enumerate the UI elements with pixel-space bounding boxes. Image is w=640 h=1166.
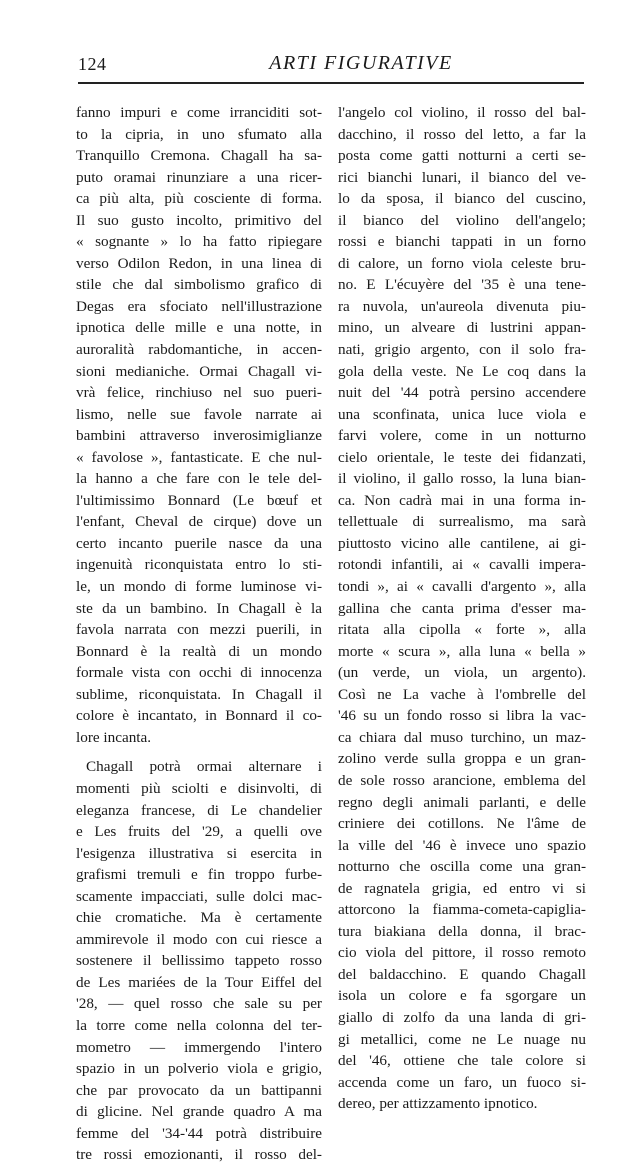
text-line: di glicine. Nel grande quadro A ma [76, 1103, 322, 1121]
text-line: puto oramai rinunziare a una ricer- [76, 168, 322, 186]
text-line: colore è incantato, in Bonnard il co- [76, 707, 322, 725]
text-line: tondi », ai « cavalli d'argento », alla [338, 578, 586, 596]
text-line: l'enfant, Cheval de cirque) dove un [76, 513, 322, 531]
text-line: ipnotica delle mille e una notte, in [76, 319, 322, 337]
text-line: dacchino, il rosso del letto, a far la [338, 125, 586, 143]
text-line: mino, un alveare di lustrini appan- [338, 319, 586, 337]
text-line: regno degli animali parlanti, e delle [338, 793, 586, 811]
text-line: momenti più sciolti e disinvolti, di [76, 779, 322, 797]
text-line: mometro — immergendo l'intero [76, 1038, 322, 1056]
text-line: favola narrata con mezzi puerili, in [76, 621, 322, 639]
text-line: bambini attraverso inverosimiglianze [76, 427, 322, 445]
text-line: sostenere il bellissimo tappeto rosso [76, 952, 322, 970]
text-line: cielo orientale, le teste dei fidanzati, [338, 448, 586, 466]
text-line: verso Odilon Redon, in una linea di [76, 254, 322, 272]
text-column-left [76, 102, 322, 1166]
text-line: lo da sposa, il bianco del cuscino, [338, 190, 586, 208]
text-line: gallina che canta prima d'esser ma- [338, 599, 586, 617]
text-line: zolino verde sulla groppa e un gran- [338, 750, 586, 768]
text-line: vrà felice, rinchiuso nel suo pueri- [76, 384, 322, 402]
text-line: ste da un bambino. In Chagall è la [76, 599, 322, 617]
text-column-right [338, 102, 586, 1115]
text-line: che par provocato da un battipanni [76, 1081, 322, 1099]
text-line: de Les mariées de la Tour Eiffel del [76, 973, 322, 991]
page-header [78, 52, 584, 86]
text-line: del baldacchino. E quando Chagall [338, 965, 586, 983]
text-line: ca chiara dal muso turchino, un maz- [338, 728, 586, 746]
text-line: grafismi tremuli e fin troppo furbe- [76, 866, 322, 884]
text-line: e Les fruits del '29, a quelli ove [76, 823, 322, 841]
text-line: piuttosto vicino alle cantilene, ai gi- [338, 534, 586, 552]
text-line: la hanno a che fare con le tele del- [76, 470, 322, 488]
text-line: l'esigenza illustrativa si esercita in [76, 844, 322, 862]
text-line: de sole rosso arancione, emblema del [338, 771, 586, 789]
text-line: ingenuità riconquistata entro lo sti- [76, 556, 322, 574]
text-line: '28, — quel rosso che sale su per [76, 995, 322, 1013]
text-line: fanno impuri e come irranciditi sot- [76, 104, 322, 121]
text-line: spazio in un polverio viola e grigio, [76, 1060, 322, 1078]
text-line: attorcono la fiamma-cometa-capiglia- [338, 901, 586, 919]
text-line: accenda come un faro, un fuoco si- [338, 1073, 586, 1091]
text-line: Tranquillo Cremona. Chagall ha sa- [76, 147, 322, 165]
text-line: ammirevole il modo con cui riesce a [76, 930, 322, 948]
text-line: dereo, per attizzamento ipnotico. [338, 1095, 538, 1113]
text-line: femme del '34-'44 potrà distribuire [76, 1124, 322, 1142]
text-line: Chagall potrà ormai alternare i [86, 758, 322, 776]
text-line: stile che dal simbolismo grafico di [76, 276, 322, 294]
text-line: lore incanta. [76, 728, 152, 746]
text-line: '46 su un fondo rosso si libra la vac- [338, 707, 586, 725]
text-line: lismo, nelle sue favole narrate ai [76, 405, 322, 423]
text-line: sublime, riconquistata. In Chagall il [76, 685, 322, 703]
text-line: l'angelo col violino, il rosso del bal- [338, 104, 586, 121]
text-line: il violino, il gallo rosso, la luna bian- [338, 470, 586, 488]
text-line: giallo di zolfo da una landa di gri- [338, 1008, 586, 1026]
text-line: tellettuale di surrealismo, ma sarà [338, 513, 586, 531]
page-number: 124 [78, 54, 107, 74]
text-line: il bianco del violino dell'angelo; [338, 211, 586, 229]
text-line: criniere dei cotillons. Ne l'âme de [338, 815, 586, 833]
text-line: nuit del '44 potrà persino accendere [338, 384, 586, 402]
text-line: ca. Non cadrà mai in una forma in- [338, 491, 586, 509]
text-line: di calore, un forno viola celeste bru- [338, 254, 586, 272]
text-line: posta come gatti notturni a certi se- [338, 147, 586, 165]
text-line: ra nuvola, un'aureola divenuta piu- [338, 297, 586, 315]
text-line: farvi volere, come in un notturno [338, 427, 586, 445]
text-line: una sconfinata, unica luce viola e [338, 405, 586, 423]
text-line: sioni medianiche. Ormai Chagall vi- [76, 362, 322, 380]
text-line: cio viola del pittore, il rosso remoto [338, 944, 586, 962]
text-line: eleganza francese, di Le chandelier [76, 801, 322, 819]
text-line: Degas era sfociato nell'illustrazione [76, 297, 322, 315]
text-line: rici bianchi lunari, il bianco del ve- [338, 168, 586, 186]
running-head-title: ARTI FIGURATIVE [269, 52, 453, 74]
paragraph-gap [76, 748, 322, 756]
text-line: de ragnatela grigia, ed entro vi si [338, 879, 586, 897]
text-line: rossi e bianchi tappati in un forno [338, 233, 586, 251]
text-line: chie cromatiche. Ma è certamente [76, 909, 322, 927]
text-line: ritata alla cipolla « forte », alla [338, 621, 586, 639]
text-line: to la cipria, in uno sfumato alla [76, 125, 322, 143]
text-line: la ville del '46 è invece uno spazio [338, 836, 586, 854]
text-line: no. E L'écuyère del '35 è una tene- [338, 276, 586, 294]
text-line: Il suo gusto incolto, primitivo del [76, 211, 322, 229]
text-line: scamente impacciati, sulle dolci mac- [76, 887, 322, 905]
text-line: isola un colore e fa sgorgare un [338, 987, 586, 1005]
text-line: tura biakiana della donna, il brac- [338, 922, 586, 940]
text-line: nati, grigio argento, con il solo fra- [338, 341, 586, 359]
text-line: tre rossi emozionanti, il rosso del- [76, 1146, 322, 1164]
text-line: certo incanto puerile nasce da una [76, 534, 322, 552]
text-line: gi metallici, come ne Le nuage nu [338, 1030, 586, 1048]
text-line: auroralità rabdomantiche, in accen- [76, 341, 322, 359]
text-line: « favolose », fantasticate. E che nul- [76, 448, 322, 466]
text-line: l'ultimissimo Bonnard (Le bœuf et [76, 491, 322, 509]
text-line: la torre come nella colonna del ter- [76, 1016, 322, 1034]
text-line: morte « scura », alla luna « bella » [338, 642, 586, 660]
text-line: rotondi infantili, ai « cavalli impera- [338, 556, 586, 574]
text-line: Così ne La vache à l'ombrelle del [338, 685, 586, 703]
text-line: del '46, ottiene che tale colore si [338, 1052, 586, 1070]
text-line: formale vista con occhi di innocenza [76, 664, 322, 682]
text-line: Bonnard è la realtà di un mondo [76, 642, 322, 660]
text-line: ca più alta, più cosciente di forma. [76, 190, 322, 208]
text-line: le, un mondo di forme luminose vi- [76, 578, 322, 596]
text-line: notturno che oscilla come una gran- [338, 858, 586, 876]
text-line: gola della veste. Ne Le coq dans la [338, 362, 586, 380]
text-line: « sognante » lo ha fatto ripiegare [76, 233, 322, 251]
header-rule [78, 82, 584, 84]
text-line: (un verde, un viola, un argento). [338, 664, 586, 682]
